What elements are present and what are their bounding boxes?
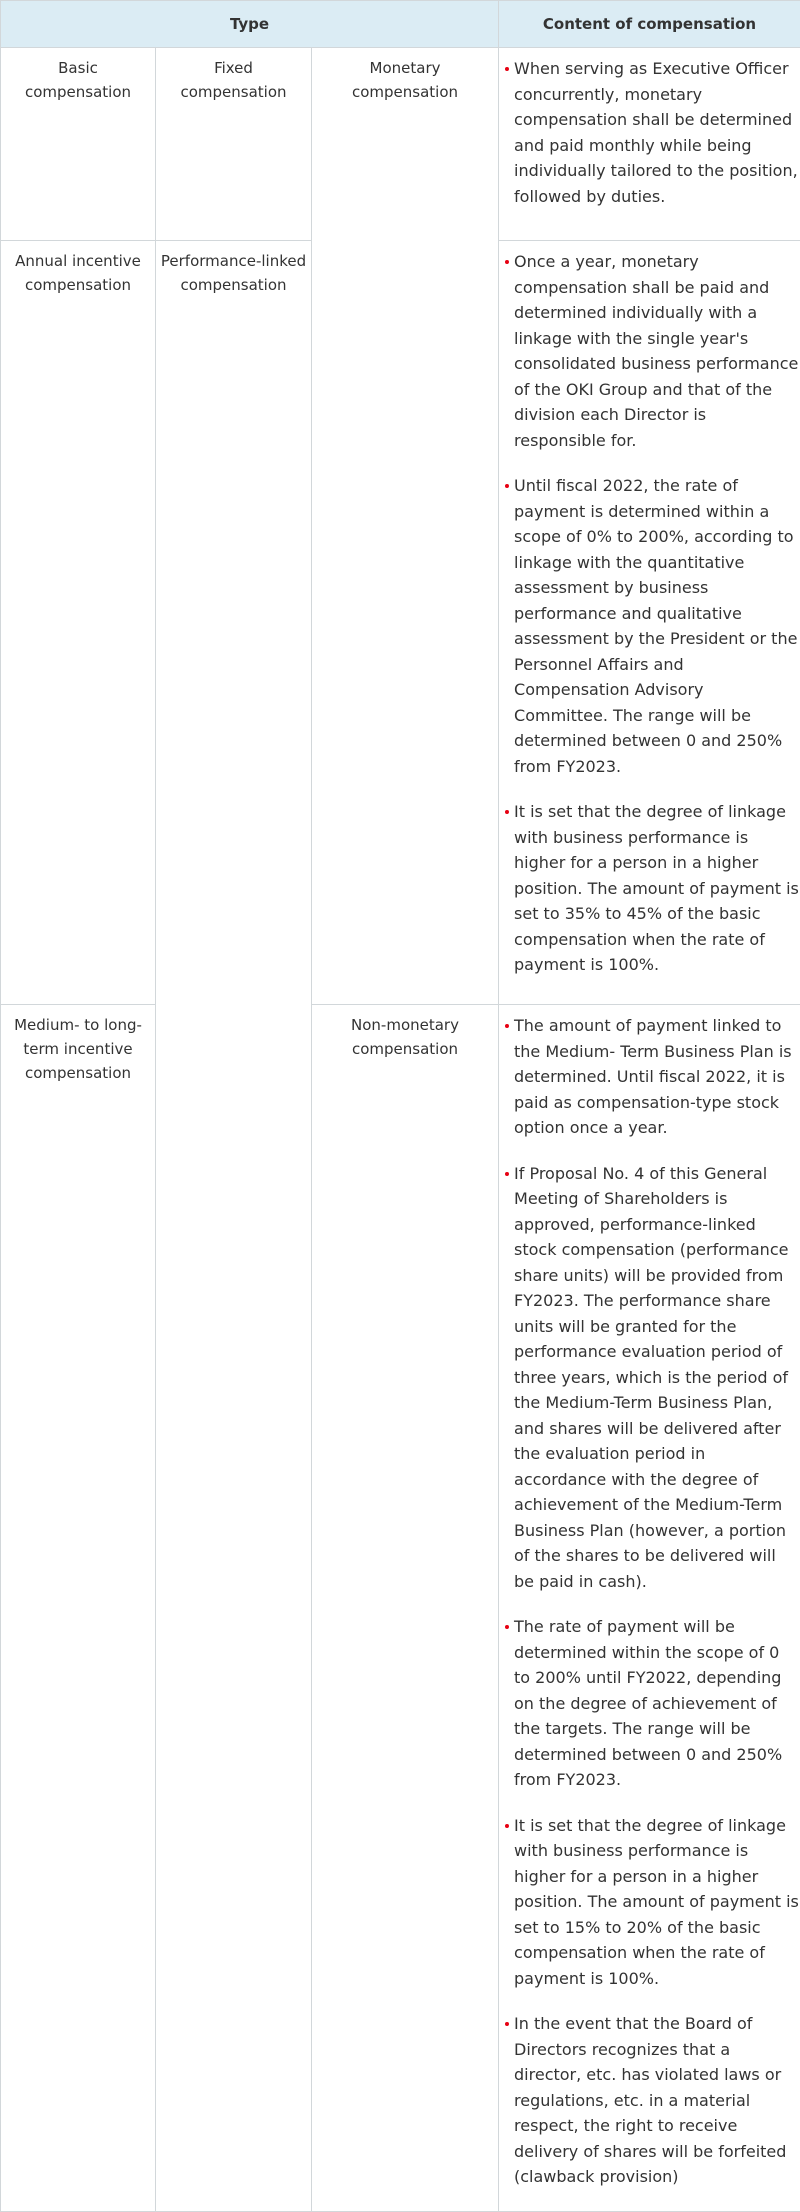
list-item: In the event that the Board of Directors recognizes that a director, etc. has violated laws or regulations, etc. in a material respect, the right to receive delivery of shares will be forfeited (clawback provision) bbox=[499, 2011, 800, 2190]
list-item: Once a year, monetary compensation shall be paid and determined individually with a linkage with the single year's consolidated business performance of the OKI Group and that of the division each Director is responsible for. bbox=[499, 249, 800, 453]
type-name-cell: Basic compensation bbox=[1, 48, 156, 241]
content-cell bbox=[499, 48, 800, 241]
form-cell: Non-monetary compensation bbox=[312, 1005, 499, 2212]
header-type: Type bbox=[1, 1, 499, 48]
list-item: Until fiscal 2022, the rate of payment is determined within a scope of 0% to 200%, according to linkage with the quantitative assessment by business performance and qualitative assessment by the President or the Personnel Affairs and Compensation Advisory Committee. The range will be determined between 0 and 250% from FY2023. bbox=[499, 473, 800, 779]
content-list bbox=[499, 1013, 800, 2190]
list-item: If Proposal No. 4 of this General Meeting of Shareholders is approved, performance-linked stock compensation (performance share units) will be provided from FY2023. The performance share units will be granted for the performance evaluation period of three years, which is the period of the Medium-Term Business Plan, and shares will be delivered after the evaluation period in accordance with the degree of achievement of the Medium-Term Business Plan (however, a portion of the shares to be delivered will be paid in cash). bbox=[499, 1161, 800, 1595]
type-name-cell: Medium- to long-term incentive compensation bbox=[1, 1005, 156, 2212]
list-item: The amount of payment linked to the Medium- Term Business Plan is determined. Until fiscal 2022, it is paid as compensation-type stock option once a year. bbox=[499, 1013, 800, 1141]
type-name-cell: Annual incentive compensation bbox=[1, 241, 156, 1005]
table-row bbox=[1, 48, 800, 241]
list-item: It is set that the degree of linkage with business performance is higher for a person in a higher position. The amount of payment is set to 35% to 45% of the basic compensation when the rate of payment is 100%. bbox=[499, 799, 800, 978]
category-cell: Fixed compensation bbox=[156, 48, 312, 241]
category-cell: Performance-linked compensation bbox=[156, 241, 312, 2212]
list-item: It is set that the degree of linkage with business performance is higher for a person in a higher position. The amount of payment is set to 15% to 20% of the basic compensation when the rate of payment is 100%. bbox=[499, 1813, 800, 1992]
content-list bbox=[499, 56, 800, 209]
header-row bbox=[1, 1, 800, 48]
list-item: When serving as Executive Officer concurrently, monetary compensation shall be determined and paid monthly while being individually tailored to the position, followed by duties. bbox=[499, 56, 800, 209]
form-cell: Monetary compensation bbox=[312, 48, 499, 1005]
header-content: Content of compensation bbox=[499, 1, 800, 48]
content-list bbox=[499, 249, 800, 978]
content-cell bbox=[499, 241, 800, 1005]
list-item: The rate of payment will be determined within the scope of 0 to 200% until FY2022, depending on the degree of achievement of the targets. The range will be determined between 0 and 250% from FY2023. bbox=[499, 1614, 800, 1793]
content-cell bbox=[499, 1005, 800, 2212]
table-row bbox=[1, 1005, 800, 2212]
